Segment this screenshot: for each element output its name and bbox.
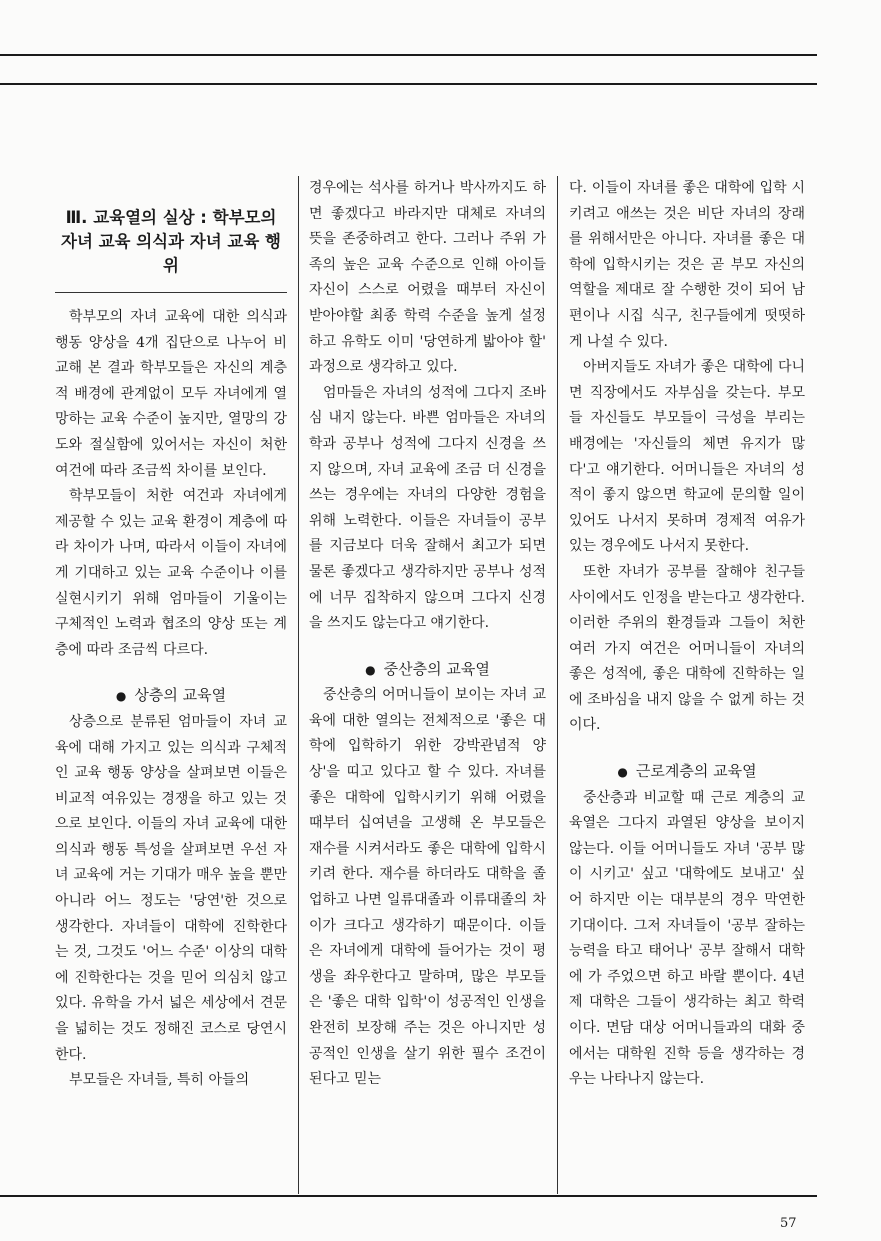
paragraph: 부모들은 자녀들, 특히 아들의 [69, 1072, 250, 1089]
column-3 [569, 176, 805, 1194]
paragraph: 학부모의 자녀 교육에 대한 의식과 행동 양상을 4개 집단으로 나누어 비교해 본 결과 학부모들은 자신의 계층적 배경에 관계없이 모두 자녀에게 열망하는 교육 수준이 높지만, 열망의 강도와 절실함에 있어서는 자신이 처한 여건에 따라 조금씩 차이를 보인다. [55, 309, 287, 479]
column-divider [557, 176, 558, 1194]
bullet-icon: ● [617, 765, 628, 780]
paragraph: 상층으로 분류된 엄마들이 자녀 교육에 대해 가지고 있는 의식과 구체적인 교육 행동 양상을 살펴보면 이들은 비교적 여유있는 경쟁을 하고 있는 것으로 보인다. 이들의 자녀 교육에 대한 의식과 행동 특성을 살펴보면 우선 자녀 교육에 거는 기대가 매우 높을 뿐만 아니라 어느 정도는 '당연'한 것으로 생각한다. 자녀들이 대학에 진학한다는 것, 그것도 '어느 수준' 이상의 대학에 진학한다는 것을 믿어 의심치 않고 있다. 유학을 가서 넓은 세상에서 견문을 넓히는 것도 정해진 코스로 당연시한다. [55, 713, 287, 1063]
bullet-icon: ● [365, 662, 376, 677]
paragraph: 엄마들은 자녀의 성적에 그다지 조바심 내지 않는다. 바쁜 엄마들은 자녀의 학과 공부나 성적에 그다지 신경을 쓰지 않으며, 자녀 교육에 조금 더 신경을 쓰는 경우에는 자녀의 다양한 경험을 위해 노력한다. 이들은 자녀들이 공부를 지금보다 더욱 잘해서 최고가 되면 물론 좋겠다고 생각하지만 공부나 성적에 너무 집착하지 않으며 그다지 신경을 쓰지도 않는다고 얘기한다. [309, 384, 546, 632]
paragraph: 중산층과 비교할 때 근로 계층의 교육열은 그다지 과열된 양상을 보이지 않는다. 이들 어머니들도 자녀 '공부 많이 시키고' 싶고 '대학에도 보내고' 싶어 하지만 이는 대부분의 경우 막연한 기대이다. 그저 자녀들이 '공부 잘하는 능력을 타고 태어나' 공부 잘해서 대학에 가 주었으면 하고 바랄 뿐이다. 4년제 대학은 그들이 생각하는 최고 학력이다. 면담 대상 어머니들과의 대화 중에서는 대학원 진학 등을 생각하는 경우는 나타나지 않는다. [569, 789, 805, 1088]
section-heading-text: 근로계층의 교육열 [635, 762, 757, 781]
header-rule-top [0, 54, 817, 56]
paragraph: 아버지들도 자녀가 좋은 대학에 다니면 직장에서도 자부심을 갖는다. 부모들 자신들도 부모들이 극성을 부리는 배경에는 '자신들의 체면 유지가 많다'고 얘기한다. 어머니들은 자녀의 성적이 좋지 않으면 학교에 문의할 일이 있어도 나서지 못하며 경제적 여유가 있는 경우에도 나서지 못한다. [569, 359, 805, 555]
page-number: 57 [780, 1216, 797, 1231]
header-rule-bottom [0, 83, 817, 85]
column-2 [309, 176, 546, 1194]
paragraph: 중산층의 어머니들이 보이는 자녀 교육에 대한 열의는 전체적으로 '좋은 대학에 입학하기 위한 강박관념적 양상'을 띠고 있다고 할 수 있다. 자녀를 좋은 대학에 입학시키기 위해 어렸을 때부터 십여년을 고생해 온 부모들은 재수를 시켜서라도 좋은 대학에 입학시키려 한다. 재수를 하더라도 대학을 졸업하고 나면 일류대졸과 이류대졸의 차이가 크다고 생각하기 때문이다. 이들은 자녀에게 대학에 들어가는 것이 평생을 좌우한다고 말하며, 많은 부모들은 '좋은 대학 입학'이 성공적인 인생을 완전히 보장해 주는 것은 아니지만 성공적인 인생을 살기 위한 필수 조건이 된다고 믿는 [309, 687, 546, 1088]
paragraph: 또한 자녀가 공부를 잘해야 친구들 사이에서도 인정을 받는다고 생각한다. 이러한 주위의 환경들과 그들이 처한 여러 가지 여건은 어머니들이 자녀의 좋은 성적에, 좋은 대학에 진학하는 일에 조바심을 내지 않을 수 없게 하는 것이다. [569, 563, 805, 734]
paragraph: 학부모들이 처한 여건과 자녀에게 제공할 수 있는 교육 환경이 계층에 따라 차이가 나며, 따라서 이들이 자녀에게 기대하고 있는 교육 수준이나 이를 실현시키기 위해 엄마들이 기울이는 구체적인 노력과 협조의 양상 또는 계층에 따라 조금씩 다르다. [55, 488, 287, 658]
section-heading-working [569, 759, 805, 786]
bullet-icon: ● [115, 689, 127, 704]
section-heading-middle [309, 657, 546, 684]
footer-rule [0, 1195, 817, 1197]
paragraph: 다. 이들이 자녀를 좋은 대학에 입학 시키려고 애쓰는 것은 비단 자녀의 장래를 위해서만은 아니다. 자녀를 좋은 대학에 입학시키는 것은 곧 부모 자신의 역할을 제대로 잘 수행한 것이 되어 남편이나 시집 식구, 친구들에게 떳떳하게 나설 수 있다. [569, 180, 805, 350]
paragraph: 경우에는 석사를 하거나 박사까지도 하면 좋겠다고 바라지만 대체로 자녀의 뜻을 존중하려고 한다. 그러나 주위 가족의 높은 교육 수준으로 인해 아이들 자신이 스스로 어렸을 때부터 자신이 받아야할 최종 학력 수준을 높게 설정하고 유학도 이미 '당연하게 밟아야 할' 과정으로 생각하고 있다. [309, 180, 546, 376]
chapter-title: Ⅲ. 교육열의 실상 : 학부모의 자녀 교육 의식과 자녀 교육 행위 [55, 176, 287, 293]
section-heading-text: 중산층의 교육열 [383, 659, 490, 678]
section-heading-text: 상층의 교육열 [134, 686, 227, 705]
column-divider [298, 176, 299, 1194]
section-heading-upper [55, 683, 287, 710]
column-1 [55, 176, 287, 1194]
